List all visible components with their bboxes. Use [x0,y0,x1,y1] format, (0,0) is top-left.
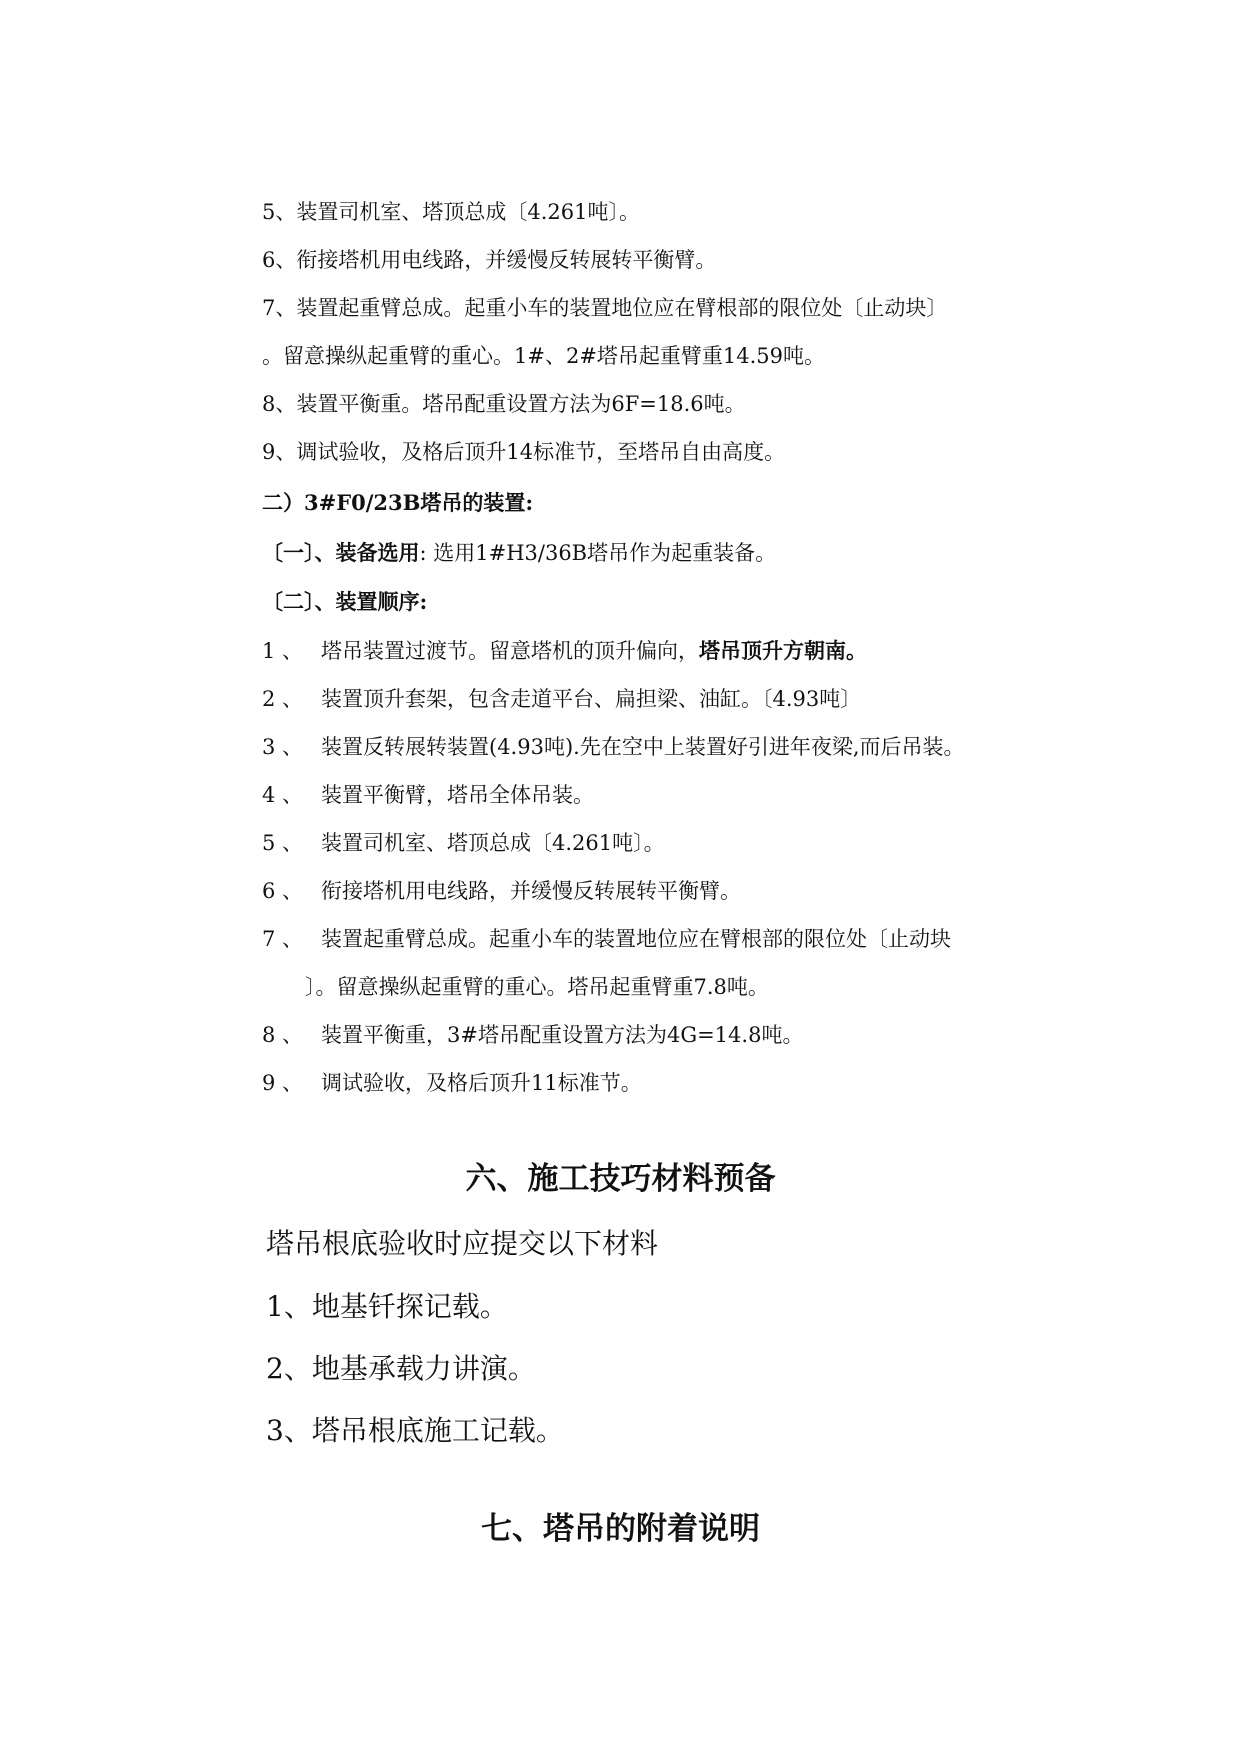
step-item [262,1020,803,1050]
equipment-label: 〔一〕、装备选用 [262,540,420,565]
step-text: 装置司机室、塔顶总成〔4.261吨〕。 [321,831,665,855]
step-item [262,1068,642,1098]
list-item: 6、衔接塔机用电线路，并缓慢反转展转平衡臂。 [262,248,717,272]
section-heading: 六、施工技巧材料预备 [465,1161,776,1197]
subsection-title: 二）3#F0/23B塔吊的装置: [262,490,534,515]
list-item: 3、塔吊根底施工记载。 [266,1414,564,1447]
step-item [262,636,867,666]
list-item: 7、装置起重臂总成。起重小车的装置地位应在臂根部的限位处〔止动块〕 [262,296,948,320]
section-heading: 七、塔吊的附着说明 [481,1511,760,1547]
section-intro: 塔吊根底验收时应提交以下材料 [266,1227,659,1260]
step-text: 装置反转展转装置(4.93吨).先在空中上装置好引进年夜梁,而后吊装。 [321,735,965,759]
equipment-text: : 选用1#H3/36B塔吊作为起重装备。 [419,541,777,565]
step-number: 9 、 [262,1071,304,1095]
step-text: 调试验收，及格后顶升11标准节。 [321,1071,642,1095]
order-title: 〔二〕、装置顺序: [262,589,428,614]
list-item: 8、装置平衡重。塔吊配重设置方法为6F=18.6吨。 [262,392,746,416]
list-item: 2、地基承载力讲演。 [266,1352,536,1385]
list-item: 。留意操纵起重臂的重心。1#、2#塔吊起重臂重14.59吨。 [262,344,826,368]
step-item [262,876,741,906]
step-number: 7 、 [262,927,304,951]
step-number: 4 、 [262,783,304,807]
step-item [262,780,594,810]
step-text: 〕。留意操纵起重臂的重心。塔吊起重臂重7.8吨。 [305,975,769,999]
list-item: 1、地基钎探记载。 [266,1290,508,1323]
list-item: 9、调试验收，及格后顶升14标准节，至塔吊自由高度。 [262,440,786,464]
step-item [262,684,861,714]
list-item: 5、装置司机室、塔顶总成〔4.261吨〕。 [262,200,640,224]
step-text: 装置平衡重，3#塔吊配重设置方法为4G=14.8吨。 [321,1023,804,1047]
step-continuation [305,972,769,1002]
step-number: 5 、 [262,831,304,855]
step-number: 6 、 [262,879,304,903]
step-number: 1 、 [262,639,304,663]
step-text: 塔吊装置过渡节。留意塔机的顶升偏向， [321,639,699,663]
step-text: 装置平衡臂，塔吊全体吊装。 [321,783,594,807]
step-number: 8 、 [262,1023,304,1047]
step-number: 3 、 [262,735,304,759]
step-item [262,828,665,858]
step-item [262,924,951,954]
step-text: 衔接塔机用电线路，并缓慢反转展转平衡臂。 [321,879,741,903]
step-bold-text: 塔吊顶升方朝南。 [699,638,867,663]
equipment-line [262,538,776,568]
step-number: 2 、 [262,687,304,711]
step-text: 装置起重臂总成。起重小车的装置地位应在臂根部的限位处〔止动块 [321,927,951,951]
step-text: 装置顶升套架，包含走道平台、扁担梁、油缸。〔4.93吨〕 [321,687,862,711]
step-item [262,732,965,762]
